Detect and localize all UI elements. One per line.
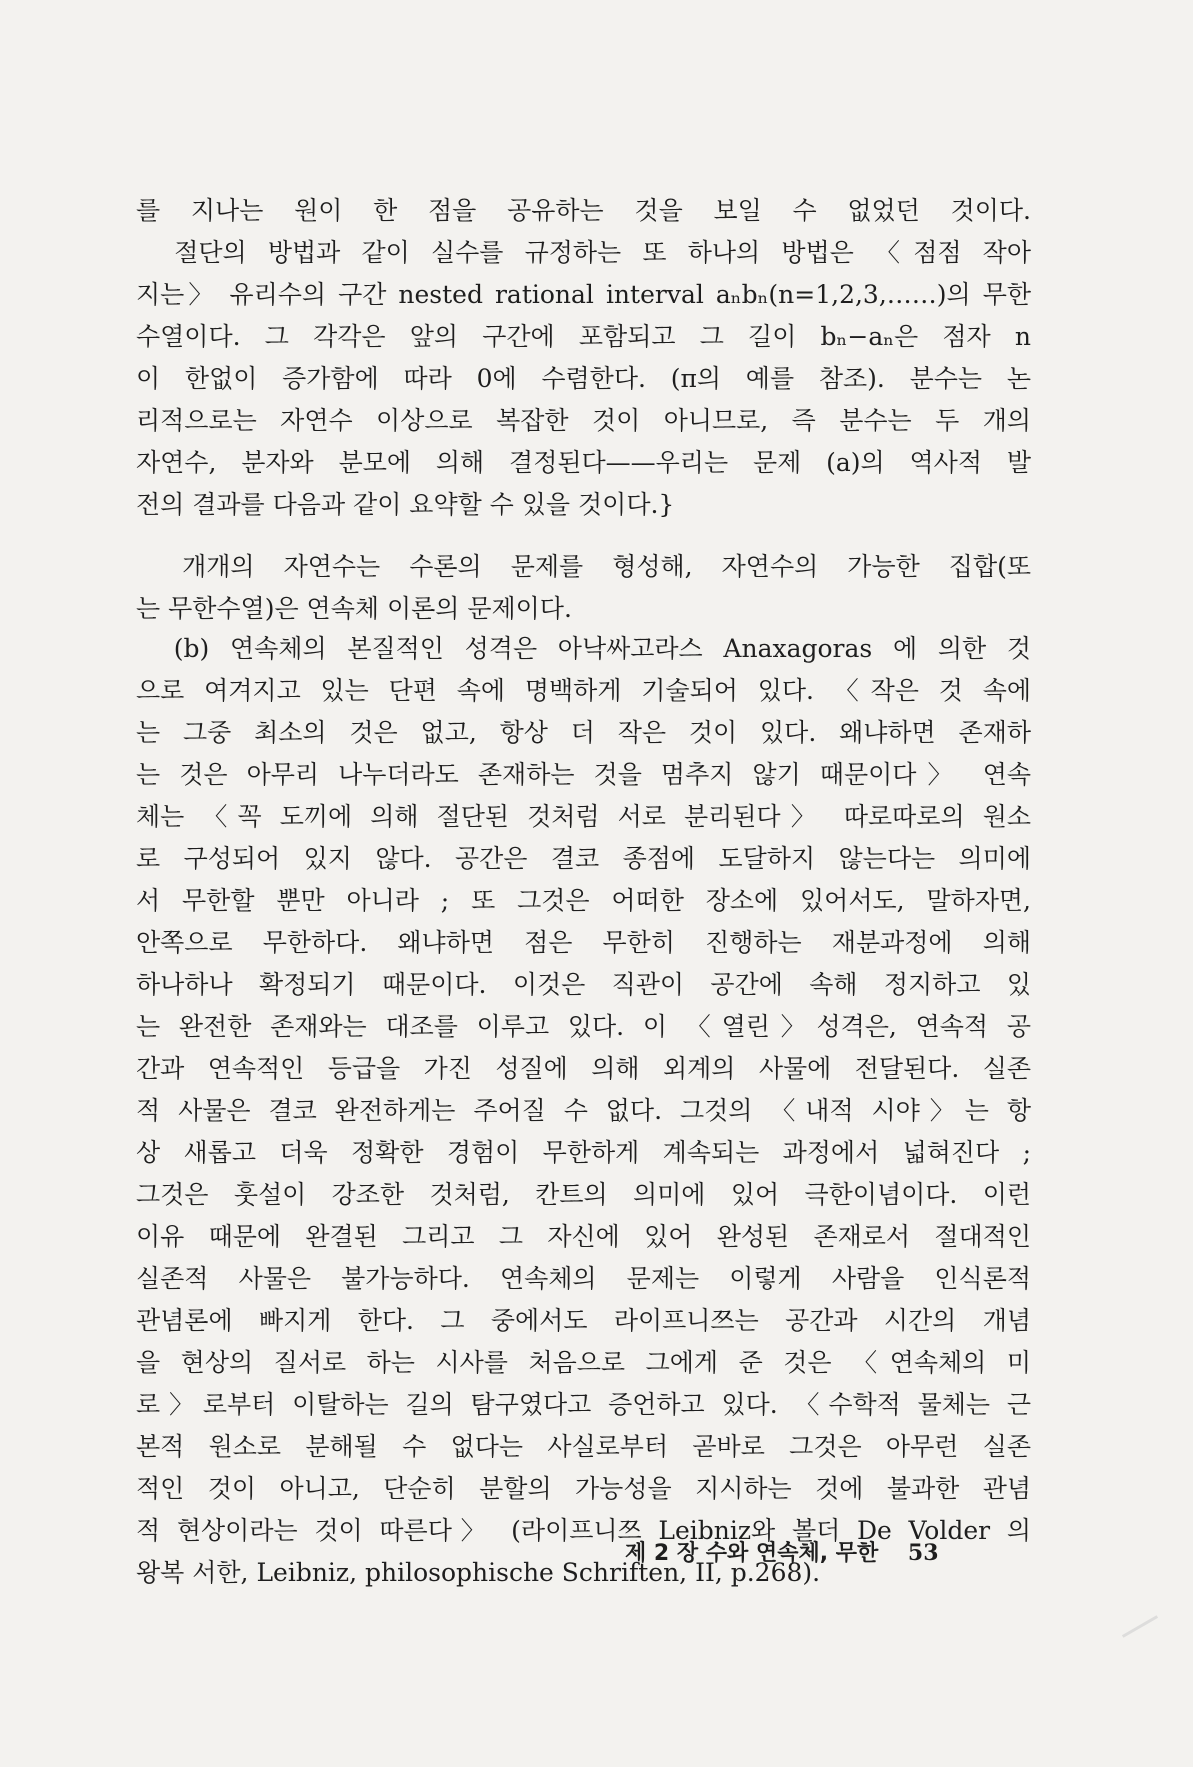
- text-line: 본적 원소로 분해될 수 없다는 사실로부터 곧바로 그것은 아무런 실존: [136, 1432, 1031, 1461]
- text-line: 개개의 자연수는 수론의 문제를 형성해, 자연수의 가능한 집합(또: [136, 552, 1031, 581]
- paragraph-real-numbers: [136, 190, 1031, 526]
- text-line: 그것은 훗설이 강조한 것처럼, 칸트의 의미에 있어 극한이념이다. 이런: [136, 1180, 1031, 1209]
- text-line: 는 무한수열)은 연속체 이론의 문제이다.: [136, 594, 572, 623]
- text-line: 는 그중 최소의 것은 없고, 항상 더 작은 것이 있다. 왜냐하면 존재하: [136, 718, 1031, 747]
- text-line: 체는 〈꼭 도끼에 의해 절단된 것처럼 서로 분리된다〉 따로따로의 원소: [136, 802, 1031, 831]
- text-line: 이 한없이 증가함에 따라 0에 수렴한다. (π의 예를 참조). 분수는 논: [136, 364, 1031, 393]
- text-line: (b) 연속체의 본질적인 성격은 아낙싸고라스 Anaxagoras 에 의한 것: [136, 634, 1031, 663]
- text-line: 실존적 사물은 불가능하다. 연속체의 문제는 이렇게 사람을 인식론적: [136, 1264, 1031, 1293]
- text-line: 지는〉 유리수의 구간 nested rational interval aₙbₙ(n=1,2,3,……)의 무한: [136, 280, 1031, 309]
- text-line: 로 구성되어 있지 않다. 공간은 결코 종점에 도달하지 않는다는 의미에: [136, 844, 1031, 873]
- text-line: 관념론에 빠지게 한다. 그 중에서도 라이프니쯔는 공간과 시간의 개념: [136, 1306, 1031, 1335]
- text-line: 적인 것이 아니고, 단순히 분할의 가능성을 지시하는 것에 불과한 관념: [136, 1474, 1031, 1503]
- text-line: 는 것은 아무리 나누더라도 존재하는 것을 멈추지 않기 때문이다〉 연속: [136, 760, 1031, 789]
- page-number: 53: [907, 1540, 939, 1566]
- text-line: 로〉로부터 이탈하는 길의 탐구였다고 증언하고 있다. 〈수학적 물체는 근: [136, 1390, 1031, 1419]
- text-line: 적 사물은 결코 완전하게는 주어질 수 없다. 그것의 〈내적 시야〉는 항: [136, 1096, 1031, 1125]
- text-line: 서 무한할 뿐만 아니라 ; 또 그것은 어떠한 장소에 있어서도, 말하자면,: [136, 886, 1031, 915]
- text-line: 절단의 방법과 같이 실수를 규정하는 또 하나의 방법은 〈점점 작아: [136, 238, 1031, 267]
- chapter-title: 제 2 장 수와 연속체, 무한: [625, 1541, 879, 1566]
- paragraph-natural-numbers: [136, 546, 1031, 630]
- text-line: 자연수, 분자와 분모에 의해 결정된다——우리는 문제 (a)의 역사적 발: [136, 448, 1031, 477]
- text-line: 전의 결과를 다음과 같이 요약할 수 있을 것이다.}: [136, 490, 675, 519]
- text-line: 상 새롭고 더욱 정확한 경험이 무한하게 계속되는 과정에서 넓혀진다 ;: [136, 1138, 1031, 1167]
- text-line: 이유 때문에 완결된 그리고 그 자신에 있어 완성된 존재로서 절대적인: [136, 1222, 1031, 1251]
- scan-mark: [1122, 1615, 1158, 1638]
- text-line: 는 완전한 존재와는 대조를 이루고 있다. 이 〈열린〉성격은, 연속적 공: [136, 1012, 1031, 1041]
- text-line: 안쪽으로 무한하다. 왜냐하면 점은 무한히 진행하는 재분과정에 의해: [136, 928, 1031, 957]
- text-line: 을 현상의 질서로 하는 시사를 처음으로 그에게 준 것은 〈연속체의 미: [136, 1348, 1031, 1377]
- text-line: 적 현상이라는 것이 따른다〉 (라이프니쯔 Leibniz와 볼더 De Volder 의: [136, 1516, 1031, 1545]
- paragraph-continuum: [136, 628, 1031, 1594]
- text-line: 간과 연속적인 등급을 가진 성질에 의해 외계의 사물에 전달된다. 실존: [136, 1054, 1031, 1083]
- running-footer: [625, 1536, 1025, 1567]
- text-line: 수열이다. 그 각각은 앞의 구간에 포함되고 그 길이 bₙ−aₙ은 점자 n: [136, 322, 1031, 351]
- text-line: 하나하나 확정되기 때문이다. 이것은 직관이 공간에 속해 정지하고 있: [136, 970, 1031, 999]
- text-line: 왕복 서한, Leibniz, philosophische Schriften, II, p.268).: [136, 1558, 821, 1587]
- text-line: 를 지나는 원이 한 점을 공유하는 것을 보일 수 없었던 것이다.: [136, 196, 1031, 225]
- text-line: 으로 여겨지고 있는 단편 속에 명백하게 기술되어 있다. 〈작은 것 속에: [136, 676, 1031, 705]
- text-line: 리적으로는 자연수 이상으로 복잡한 것이 아니므로, 즉 분수는 두 개의: [136, 406, 1031, 435]
